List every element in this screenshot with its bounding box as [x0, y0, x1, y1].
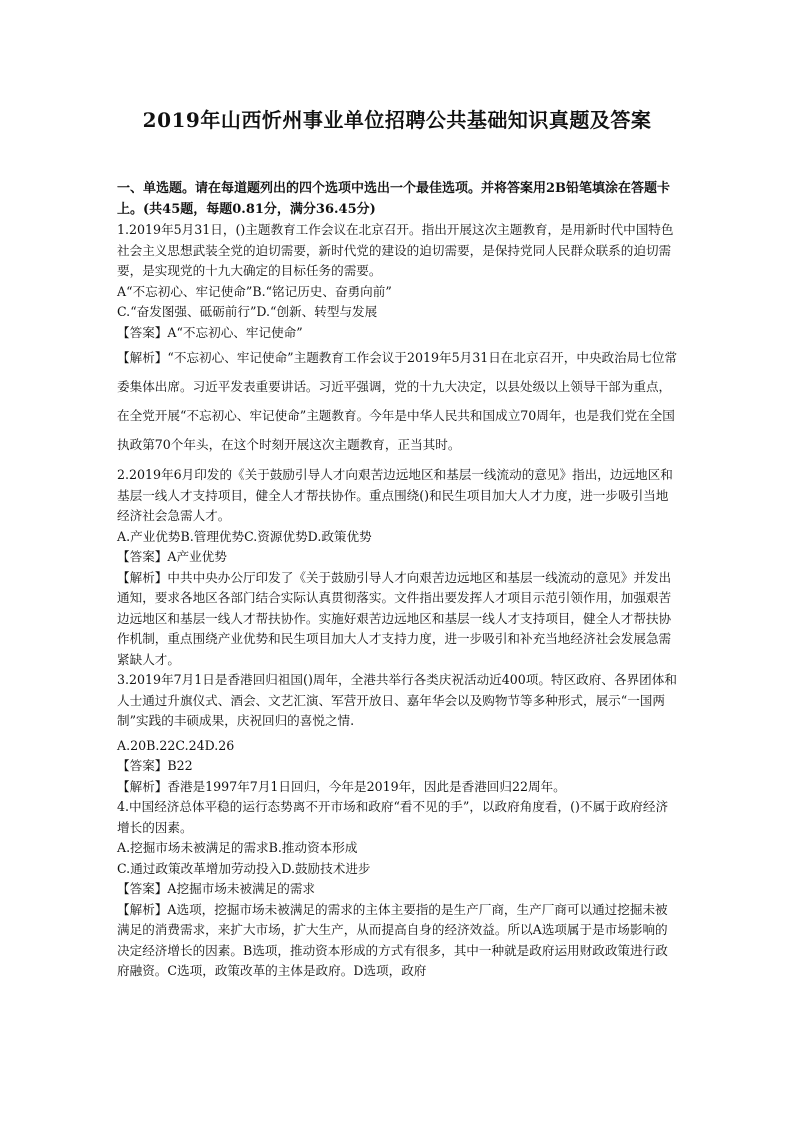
- answer-line: 【答案】A产业优势: [117, 549, 227, 564]
- answer-line: 【答案】A挖掘市场未被满足的需求: [117, 881, 316, 896]
- question-options: C.“奋发图强、砥砺前行”D.“创新、转型与发展: [117, 304, 378, 319]
- question-options: C.通过政策改革增加劳动投入D.鼓励技术进步: [117, 860, 371, 876]
- question-options: A.产业优势B.管理优势C.资源优势D.政策优势: [117, 528, 372, 544]
- question-options: A.20B.22C.24D.26: [117, 737, 235, 753]
- question-stem: 3.2019年7月1日是香港回归祖国()周年，全港共举行各类庆祝活动近400项。特区政府、各界团体和人士通过升旗仪式、酒会、文艺汇演、军营开放日、嘉年华会以及购物节等多种形式，展示“一国两制”实践的丰硕成果，庆祝回归的喜悦之情.: [117, 672, 677, 728]
- analysis-paragraph: 【解析】A选项，挖掘市场未被满足的需求的主体主要指的是生产厂商，生产厂商可以通过挖掘未被满足的消费需求，来扩大市场，扩大生产，从而提高自身的经济效益。所以A选项属于是市场影响的决定经济增长的因素。B选项，推动资本形成的方式有很多，其中一种就是政府运用财政政策进行政府融资。C选项，政策改革的主体是政府。D选项，政府: [117, 901, 668, 978]
- document-body: [117, 178, 679, 982]
- question-4: [117, 797, 679, 982]
- question-3: [117, 670, 679, 797]
- answer-line: 【答案】A“不忘初心、牢记使命”: [117, 324, 303, 340]
- question-stem: 1.2019年5月31日，()主题教育工作会议在北京召开。指出开展这次主题教育，是用新时代中国特色社会主义思想武装全党的迫切需要，新时代党的建设的迫切需要，是保持党同人民群众联系的迫切需要，是实现党的十九大确定的目标任务的需要。: [117, 222, 674, 278]
- analysis-paragraph: 【解析】中共中央办公厅印发了《关于鼓励引导人才向艰苦边远地区和基层一线流动的意见》并发出通知，要求各地区各部门结合实际认真贯彻落实。文件指出要发挥人才项目示范引领作用，加强艰苦边远地区和基层一线人才帮扶协作。实施好艰苦边远地区和基层一线人才支持项目，健全人才帮扶协作机制，重点围绕产业优势和民生项目加大人才支持力度，进一步吸引和补充当地经济社会发展急需紧缺人才。: [117, 569, 672, 667]
- analysis-paragraph: 【解析】香港是1997年7月1日回归，今年是2019年，因此是香港回归22周年。: [117, 778, 566, 794]
- question-stem: 2.2019年6月印发的《关于鼓励引导人才向艰苦边远地区和基层一线流动的意见》指出，边远地区和基层一线人才支持项目，健全人才帮扶协作。重点围绕()和民生项目加大人才力度，进一步吸引当地经济社会急需人才。: [117, 467, 673, 523]
- section-heading: 一、单选题。请在每道题列出的四个选项中选出一个最佳选项。并将答案用2B铅笔填涂在答题卡上。(共45题，每题0.81分，满分36.45分): [117, 181, 671, 217]
- question-2: [117, 465, 679, 670]
- question-1: [117, 220, 679, 459]
- analysis-paragraph: 【解析】“不忘初心、牢记使命”主题教育工作会议于2019年5月31日在北京召开，中央政治局七位常委集体出席。习近平发表重要讲话。习近平强调，党的十九大决定，以县处级以上领导干部为重点，在全党开展“不忘初心、牢记使命”主题教育。今年是中华人民共和国成立70周年，也是我们党在全国执政第70个年头，在这个时刻开展这次主题教育，正当其时。: [117, 350, 678, 452]
- question-options: A“不忘初心、牢记使命”B.“铭记历史、奋勇向前”: [117, 283, 392, 299]
- document-title: 2019年山西忻州事业单位招聘公共基础知识真题及答案: [142, 108, 652, 132]
- question-options: A.挖掘市场未被满足的需求B.推动资本形成: [117, 840, 358, 855]
- answer-line: 【答案】B22: [117, 758, 193, 773]
- question-stem: 4.中国经济总体平稳的运行态势离不开市场和政府“看不见的手”，以政府角度看，()不属于政府经济增长的因素。: [117, 799, 669, 835]
